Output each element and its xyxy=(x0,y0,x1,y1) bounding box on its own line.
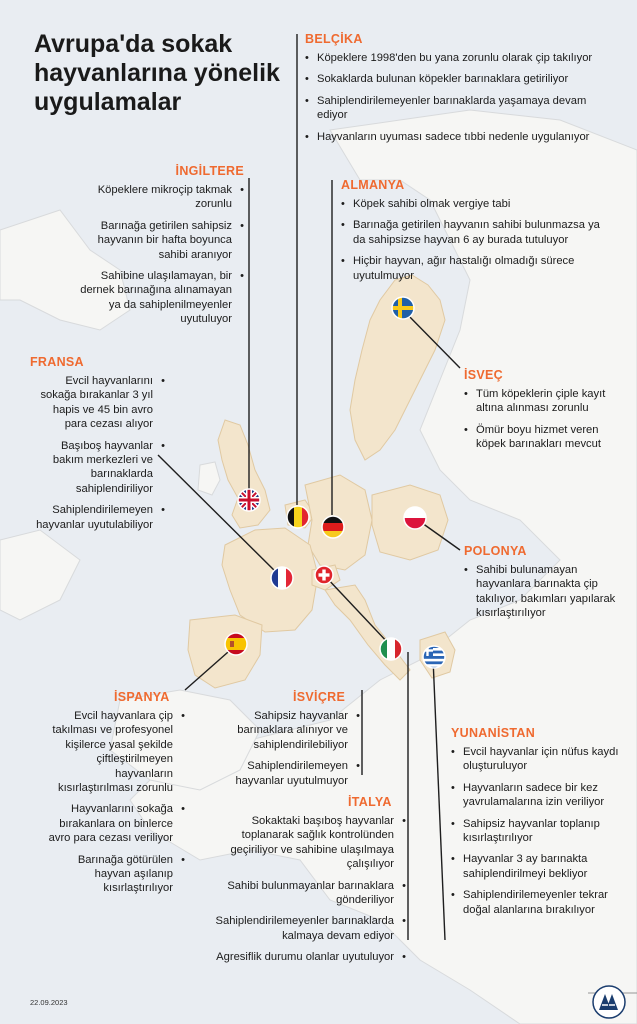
list-item: Evcil hayvanlarını sokağa bırakanlar 3 yıl hapis ve 45 bin avro para cezası alıyor • xyxy=(30,374,165,432)
list-item: Sahiplendirilemeyenler barınaklarda kalmaya devam ediyor • xyxy=(210,914,406,943)
list-item: Evcil hayvanlara çip takılması ve profesyonel kişilerce yasal şekilde çiftleştirilmeyen hayvanların kısırlaştırılması zorunlu • xyxy=(40,709,185,795)
list-item: • Sahipsiz hayvanlar toplanıp kısırlaştırılıyor xyxy=(451,817,623,846)
list-item: • Evcil hayvanlar için nüfus kaydı oluşturuluyor xyxy=(451,745,623,774)
list-item: • Ömür boyu hizmet veren köpek barınakları mevcut xyxy=(464,423,624,452)
country-name-italya: İTALYA xyxy=(348,795,392,809)
country-belcika xyxy=(305,32,595,151)
country-name-yunanistan: YUNANİSTAN xyxy=(451,726,536,740)
list-item: • Sahiplendirilemeyenler barınaklarda yaşamaya devam ediyor xyxy=(305,94,595,123)
list-item: Sokaktaki başıboş hayvanlar toplanarak sağlık kontrolünden geçiriliyor ve sahibine ulaşılmaya çalışılıyor • xyxy=(210,814,406,872)
country-almanya xyxy=(341,178,609,290)
germany-flag-icon xyxy=(321,515,345,539)
uk-flag-icon xyxy=(237,488,261,512)
greece-flag-icon xyxy=(422,645,446,669)
sweden-flag-icon xyxy=(391,296,415,320)
belgium-flag-icon xyxy=(286,505,310,529)
list-item: Barınağa getirilen sahipsiz hayvanın bir hafta boyunca sahibi aranıyor • xyxy=(72,219,244,262)
list-item: Sahibine ulaşılamayan, bir dernek barınağına alınamayan ya da sahiplenilmeyenler uyutuluyor • xyxy=(72,269,244,327)
country-isvec xyxy=(464,368,624,459)
list-item: • Hayvanların sadece bir kez yavrulamalarına izin veriliyor xyxy=(451,781,623,810)
list-item: • Köpeklere 1998'den bu yana zorunlu olarak çip takılıyor xyxy=(305,51,595,65)
france-flag-icon xyxy=(270,566,294,590)
poland-flag-icon xyxy=(403,506,427,530)
country-name-almanya: ALMANYA xyxy=(341,178,405,192)
country-isvicre xyxy=(215,690,360,795)
country-name-ingiltere: İNGİLTERE xyxy=(175,164,244,178)
list-item: Sahiplendirilemeyen hayvanlar uyutulmuyor • xyxy=(215,759,360,788)
page-title: Avrupa'da sokak hayvanlarına yönelik uygulamalar xyxy=(34,30,280,116)
country-fransa xyxy=(30,355,165,539)
country-ingiltere xyxy=(72,164,244,334)
spain-flag-icon xyxy=(224,632,248,656)
list-item: Köpeklere mikroçip takmak zorunlu • xyxy=(72,183,244,212)
country-ispanya xyxy=(40,690,185,903)
switzerland-flag-icon xyxy=(314,565,334,585)
list-item: Barınağa götürülen hayvan aşılanıp kısırlaştırılıyor • xyxy=(40,853,185,896)
list-item: • Hiçbir hayvan, ağır hastalığı olmadığı sürece uyutulmuyor xyxy=(341,254,609,283)
list-item: • Sahiplendirilemeyenler tekrar doğal alanlarına bırakılıyor xyxy=(451,888,623,917)
list-item: • Hayvanların uyuması sadece tıbbi nedenle uygulanıyor xyxy=(305,130,595,144)
list-item: Sahipsiz hayvanlar barınaklara alınıyor ve sahiplendirilebiliyor • xyxy=(215,709,360,752)
list-item: Sahiplendirilemeyen hayvanlar uyutulabiliyor • xyxy=(30,503,165,532)
aa-logo xyxy=(592,985,626,1019)
list-item: Agresiflik durumu olanlar uyutuluyor • xyxy=(210,950,406,964)
country-name-isvicre: İSVİÇRE xyxy=(293,690,346,704)
list-item: Sahibi bulunmayanlar barınaklara gönderiliyor • xyxy=(210,879,406,908)
list-item: • Hayvanlar 3 ay barınakta sahiplendirilmeyi bekliyor xyxy=(451,852,623,881)
italy-flag-icon xyxy=(379,637,403,661)
list-item: • Köpek sahibi olmak vergiye tabi xyxy=(341,197,609,211)
country-polonya xyxy=(464,544,624,628)
list-item: • Sahibi bulunamayan hayvanlara barınakta çip takılıyor, bakımları yapılarak kısırlaştırılıyor xyxy=(464,563,624,621)
country-name-ispanya: İSPANYA xyxy=(114,690,170,704)
list-item: • Barınağa getirilen hayvanın sahibi bulunmazsa ya da sahipsizse hayvan 6 ay burada tutuluyor xyxy=(341,218,609,247)
list-item: Başıboş hayvanlar bakım merkezleri ve barınaklarda sahiplendiriliyor • xyxy=(30,439,165,497)
country-name-belcika: BELÇİKA xyxy=(305,32,363,46)
country-name-isvec: İSVEÇ xyxy=(464,368,504,382)
list-item: Hayvanlarını sokağa bırakanlara on binlerce avro para cezası veriliyor • xyxy=(40,802,185,845)
country-name-fransa: FRANSA xyxy=(30,355,84,369)
list-item: • Tüm köpeklerin çiple kayıt altına alınması zorunlu xyxy=(464,387,624,416)
country-yunanistan xyxy=(451,726,623,924)
publish-date: 22.09.2023 xyxy=(30,998,68,1007)
list-item: • Sokaklarda bulunan köpekler barınaklara getiriliyor xyxy=(305,72,595,86)
country-name-polonya: POLONYA xyxy=(464,544,527,558)
country-italya xyxy=(210,795,406,972)
